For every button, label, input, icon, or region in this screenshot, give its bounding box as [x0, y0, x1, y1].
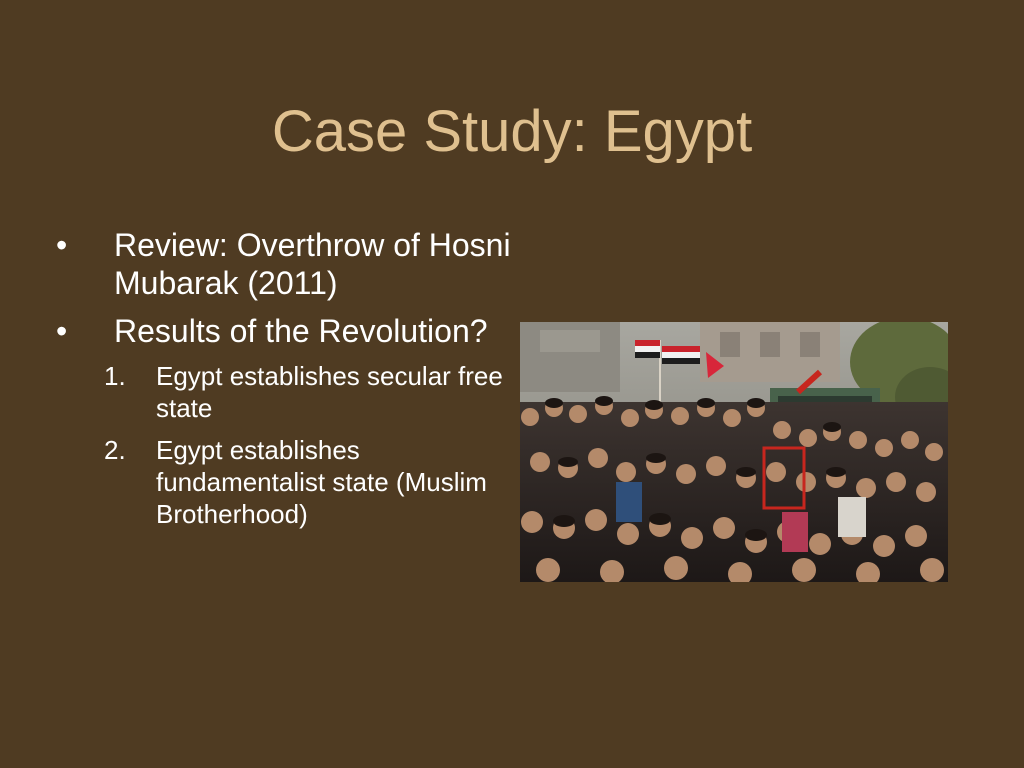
numbered-item — [56, 434, 526, 530]
protest-crowd-photo — [520, 322, 948, 582]
numbered-text: Egypt establishes fundamentalist state (Muslim Brotherhood) — [156, 435, 487, 529]
slide-title: Case Study: Egypt — [271, 99, 753, 164]
bullet-item — [56, 312, 526, 350]
bullet-text: Review: Overthrow of Hosni Mubarak (2011) — [114, 227, 511, 301]
bullet-text: Results of the Revolution? — [114, 313, 488, 349]
crowd-photo-illustration — [520, 322, 948, 582]
numbered-item — [56, 360, 526, 424]
numbered-marker: 1. — [104, 361, 126, 391]
slide-content — [56, 226, 526, 540]
bullet-item — [56, 226, 526, 302]
bullet-marker: • — [56, 227, 68, 263]
bullet-marker: • — [56, 313, 68, 349]
numbered-marker: 2. — [104, 435, 126, 465]
numbered-text: Egypt establishes secular free state — [156, 361, 503, 423]
